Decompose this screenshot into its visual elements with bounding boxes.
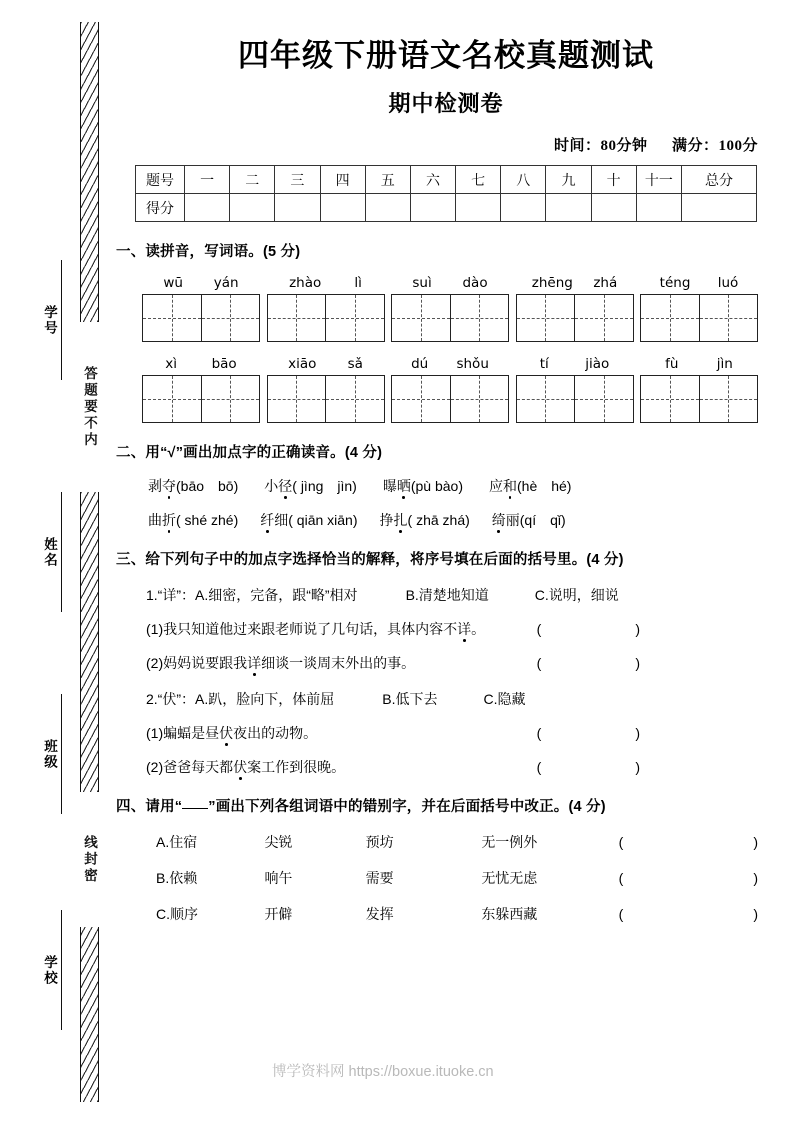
reading-choices[interactable]: ( jìng jìn) <box>292 478 357 494</box>
pinyin-item <box>142 356 260 423</box>
pinyin-syllable: shǒu <box>456 356 489 372</box>
seal-text-bottom: 线封密 <box>79 792 99 927</box>
score-table-header-row <box>136 166 757 194</box>
section-2-heading: 二、用“√”画出加点字的正确读音。(4 分) <box>116 445 383 461</box>
pinyin-item <box>142 275 260 342</box>
option-b[interactable]: B.清楚地知道 <box>405 587 489 603</box>
seal-text-top: 答题要不内 <box>79 322 99 492</box>
underline-mark <box>182 808 208 809</box>
word-correction-row <box>156 868 780 888</box>
answer-blank[interactable]: ( ) <box>536 621 662 637</box>
pinyin-syllable: zhào <box>289 275 322 291</box>
pinyin-item <box>516 356 634 423</box>
word-item[interactable]: 开僻 <box>264 906 293 922</box>
tianzi-square[interactable] <box>517 295 575 341</box>
word-suffix: 细 <box>274 512 289 528</box>
word-group-label: A.住宿 <box>156 834 198 850</box>
pinyin-label <box>640 275 758 291</box>
word-prefix: 曝 <box>382 478 397 494</box>
word-item[interactable]: 东躲西藏 <box>481 906 538 922</box>
pinyin-syllable: jiào <box>585 356 610 372</box>
score-cell-5[interactable] <box>410 194 455 222</box>
explanation-group-2-options <box>146 689 780 709</box>
score-table-col-0: 一 <box>185 166 230 194</box>
score-cell-4[interactable] <box>365 194 410 222</box>
dotted-char: 伏 <box>219 725 234 741</box>
tianzi-square[interactable] <box>574 295 633 341</box>
sentence-text-end: 。 <box>471 621 486 637</box>
pronunciation-item[interactable] <box>380 510 470 530</box>
explanation-prompt: 2.“伏”： <box>146 691 195 707</box>
pronunciation-item[interactable] <box>264 476 357 496</box>
reading-choices[interactable]: ( zhā zhá) <box>407 512 470 528</box>
score-cell-total[interactable] <box>682 194 757 222</box>
answer-blank[interactable]: ( ) <box>536 759 662 775</box>
word-item[interactable]: 无忧无虑 <box>481 870 538 886</box>
score-table-col-1: 二 <box>230 166 275 194</box>
section-4-heading <box>116 795 780 816</box>
tianzi-grid[interactable] <box>516 375 634 423</box>
sentence-text-end: 案工作到很晚。 <box>247 759 346 775</box>
pinyin-item <box>267 356 385 423</box>
score-table-score-row <box>136 194 757 222</box>
score-table-col-2: 三 <box>275 166 320 194</box>
pinyin-syllable: zhá <box>593 275 618 291</box>
page-title: 四年级下册语文名校真题测试 <box>238 38 654 73</box>
word-prefix: 小 <box>264 478 279 494</box>
sentence-text: (1)蝙蝠是昼 <box>146 725 220 741</box>
pinyin-syllable: tí <box>539 356 549 372</box>
pinyin-syllable: fù <box>665 356 679 372</box>
score-table-total-label: 总分 <box>682 166 757 194</box>
pinyin-syllable: dú <box>411 356 429 372</box>
answer-blank[interactable]: ( ) <box>618 906 780 922</box>
exam-total-score: 满分：100分 <box>671 138 758 154</box>
pinyin-label <box>391 275 509 291</box>
exam-paper <box>112 0 780 1122</box>
score-table-row-label-0: 题号 <box>136 166 185 194</box>
tianzi-square[interactable] <box>699 376 758 422</box>
word-item[interactable]: 尖锐 <box>264 834 293 850</box>
tianzi-square[interactable] <box>450 376 509 422</box>
section-3-heading: 三、给下列句子中的加点字选择恰当的解释，将序号填在后面的括号里。(4 分) <box>116 552 624 568</box>
pinyin-row-1 <box>142 275 758 342</box>
tianzi-square[interactable] <box>201 376 260 422</box>
word-item[interactable]: 响午 <box>264 870 293 886</box>
sentence-text: (2)爸爸每天都 <box>146 759 234 775</box>
tianzi-square[interactable] <box>201 295 260 341</box>
score-cell-7[interactable] <box>501 194 546 222</box>
tianzi-square[interactable] <box>641 376 699 422</box>
word-correction-row <box>156 832 780 852</box>
option-a[interactable]: A.细密，完备，跟“略”相对 <box>195 587 358 603</box>
pinyin-syllable: dào <box>462 275 488 291</box>
word-group-label: C.顺序 <box>156 906 198 922</box>
pronunciation-row-1 <box>148 476 780 496</box>
pinyin-syllable: bāo <box>211 356 237 372</box>
explanation-sentence <box>146 619 780 639</box>
word-item[interactable]: 需要 <box>365 870 394 886</box>
tianzi-grid[interactable] <box>142 294 260 342</box>
pinyin-syllable: lì <box>354 275 362 291</box>
tianzi-square[interactable] <box>325 295 384 341</box>
dotted-char: 详 <box>247 655 262 671</box>
pronunciation-row-2 <box>148 510 780 530</box>
score-table <box>135 165 757 222</box>
tianzi-square[interactable] <box>574 376 633 422</box>
pinyin-item <box>516 275 634 342</box>
tianzi-square[interactable] <box>268 295 326 341</box>
dotted-char: 详 <box>457 621 472 637</box>
score-table-col-6: 七 <box>456 166 501 194</box>
pinyin-syllable: luó <box>717 275 739 291</box>
word-prefix: 曲 <box>148 512 162 528</box>
pinyin-syllable: sǎ <box>347 356 363 372</box>
pronunciation-item[interactable] <box>260 510 357 530</box>
pinyin-row-2 <box>142 356 758 423</box>
dotted-char: 纤 <box>260 512 275 528</box>
tianzi-square[interactable] <box>699 295 758 341</box>
tianzi-grid[interactable] <box>267 294 385 342</box>
score-cell-9[interactable] <box>591 194 636 222</box>
answer-blank[interactable]: ( ) <box>618 834 780 850</box>
score-table-col-7: 八 <box>501 166 546 194</box>
word-prefix: 挣 <box>379 512 394 528</box>
seal-rail-inner <box>98 22 99 1102</box>
dotted-char: 晒 <box>396 478 411 494</box>
word-prefix: 剥 <box>148 478 162 494</box>
dotted-char: 径 <box>278 478 293 494</box>
tianzi-grid[interactable] <box>640 375 758 423</box>
pinyin-item <box>267 275 385 342</box>
tianzi-square[interactable] <box>268 376 326 422</box>
tianzi-grid[interactable] <box>142 375 260 423</box>
score-cell-0[interactable] <box>185 194 230 222</box>
tianzi-grid[interactable] <box>391 294 509 342</box>
reading-choices[interactable]: (qí qǐ) <box>519 512 566 528</box>
score-cell-3[interactable] <box>320 194 365 222</box>
dotted-char: 折 <box>162 512 176 528</box>
watermark: 博学资料网 https://boxue.ituoke.cn <box>272 1064 494 1080</box>
tianzi-square[interactable] <box>517 376 575 422</box>
pinyin-item <box>391 356 509 423</box>
score-table-col-9: 十 <box>591 166 636 194</box>
word-suffix: 丽 <box>505 512 520 528</box>
word-item[interactable]: 无一例外 <box>481 834 538 850</box>
pinyin-label <box>142 275 260 291</box>
option-c[interactable]: C.隐藏 <box>483 691 526 707</box>
answer-blank[interactable]: ( ) <box>536 725 662 741</box>
pinyin-item <box>391 275 509 342</box>
pinyin-syllable: xì <box>165 356 178 372</box>
pinyin-syllable: wū <box>163 275 183 291</box>
section-4-heading-pre: 四、请用“ <box>116 799 183 815</box>
sentence-text-end: 夜出的动物。 <box>233 725 318 741</box>
word-correction-row <box>156 904 780 924</box>
seal-hatch-bottom <box>81 927 98 1102</box>
tianzi-square[interactable] <box>143 295 201 341</box>
explanation-sentence <box>146 757 780 777</box>
score-table-col-10: 十一 <box>636 166 681 194</box>
sentence-text: (2)妈妈说要跟我 <box>146 655 248 671</box>
pinyin-label <box>391 356 509 372</box>
section-1-heading: 一、读拼音，写词语。(5 分) <box>116 244 301 260</box>
dotted-char: 伏 <box>233 759 248 775</box>
word-item[interactable]: 预坊 <box>365 834 394 850</box>
score-cell-6[interactable] <box>456 194 501 222</box>
pinyin-label <box>142 356 260 372</box>
sentence-text-end: 细谈一谈周末外出的事。 <box>261 655 416 671</box>
sentence-text: (1)我只知道他过来跟老师说了几句话，具体内容不 <box>146 621 458 637</box>
field-class[interactable]: 班级 <box>42 694 62 814</box>
score-cell-8[interactable] <box>546 194 591 222</box>
explanation-sentence <box>146 653 780 673</box>
field-student-name[interactable]: 姓名 <box>42 492 62 612</box>
tianzi-grid[interactable] <box>640 294 758 342</box>
seal-binding-strip <box>26 22 100 1102</box>
pinyin-syllable: téng <box>659 275 691 291</box>
reading-choices[interactable]: (hè hé) <box>517 478 572 494</box>
score-cell-10[interactable] <box>636 194 681 222</box>
score-cell-2[interactable] <box>275 194 320 222</box>
pinyin-syllable: jìn <box>716 356 733 372</box>
reading-choices[interactable]: (bāo bō) <box>176 478 239 494</box>
tianzi-square[interactable] <box>450 295 509 341</box>
pinyin-syllable: yán <box>213 275 239 291</box>
pronunciation-item[interactable] <box>492 510 566 530</box>
explanation-sentence <box>146 723 780 743</box>
dotted-char: 扎 <box>393 512 408 528</box>
page-subtitle: 期中检测卷 <box>388 91 504 116</box>
pinyin-syllable: suì <box>412 275 432 291</box>
answer-blank[interactable]: ( ) <box>536 655 662 671</box>
dotted-char: 绮 <box>491 512 506 528</box>
dotted-char: 和 <box>503 478 517 494</box>
score-table-col-4: 五 <box>365 166 410 194</box>
score-table-col-5: 六 <box>410 166 455 194</box>
tianzi-square[interactable] <box>392 376 450 422</box>
pinyin-label <box>516 356 634 372</box>
option-a[interactable]: A.趴，脸向下，体前屈 <box>195 691 335 707</box>
reading-choices[interactable]: ( qiān xiān) <box>288 512 358 528</box>
score-cell-1[interactable] <box>230 194 275 222</box>
pinyin-label <box>640 356 758 372</box>
tianzi-grid[interactable] <box>391 375 509 423</box>
word-group-label: B.依赖 <box>156 870 198 886</box>
pinyin-label <box>267 275 385 291</box>
answer-blank[interactable]: ( ) <box>618 870 780 886</box>
tianzi-square[interactable] <box>325 376 384 422</box>
tianzi-grid[interactable] <box>267 375 385 423</box>
score-table-col-8: 九 <box>546 166 591 194</box>
tianzi-grid[interactable] <box>516 294 634 342</box>
tianzi-square[interactable] <box>641 295 699 341</box>
score-table-col-3: 四 <box>320 166 365 194</box>
pronunciation-item[interactable] <box>148 476 238 496</box>
section-4-heading-post: ”画出下列各组词语中的错别字，并在后面括号中改正。(4 分) <box>208 799 606 815</box>
seal-hatch-middle <box>81 492 98 792</box>
pinyin-label <box>516 275 634 291</box>
score-table-row-label-1: 得分 <box>136 194 185 222</box>
pronunciation-item[interactable] <box>489 476 571 496</box>
option-c[interactable]: C.说明，细说 <box>534 587 619 603</box>
exam-meta <box>112 134 780 155</box>
tianzi-square[interactable] <box>143 376 201 422</box>
reading-choices[interactable]: (pù bào) <box>410 478 463 494</box>
pinyin-syllable: zhēng <box>531 275 573 291</box>
exam-duration: 时间：80分钟 <box>553 138 648 154</box>
word-prefix: 应 <box>489 478 503 494</box>
pinyin-item <box>640 275 758 342</box>
pinyin-label <box>267 356 385 372</box>
seal-hatch-top <box>81 22 98 322</box>
tianzi-square[interactable] <box>392 295 450 341</box>
pinyin-item <box>640 356 758 423</box>
pronunciation-item[interactable] <box>148 510 238 530</box>
word-item[interactable]: 发挥 <box>365 906 394 922</box>
pinyin-syllable: xiāo <box>288 356 317 372</box>
explanation-prompt: 1.“详”： <box>146 587 195 603</box>
explanation-group-1-options <box>146 585 780 605</box>
option-b[interactable]: B.低下去 <box>382 691 438 707</box>
field-school[interactable]: 学校 <box>42 910 62 1030</box>
pronunciation-item[interactable] <box>383 476 463 496</box>
field-student-id[interactable]: 学号 <box>42 260 62 380</box>
dotted-char: 夺 <box>162 478 176 494</box>
reading-choices[interactable]: ( shé zhé) <box>176 512 239 528</box>
